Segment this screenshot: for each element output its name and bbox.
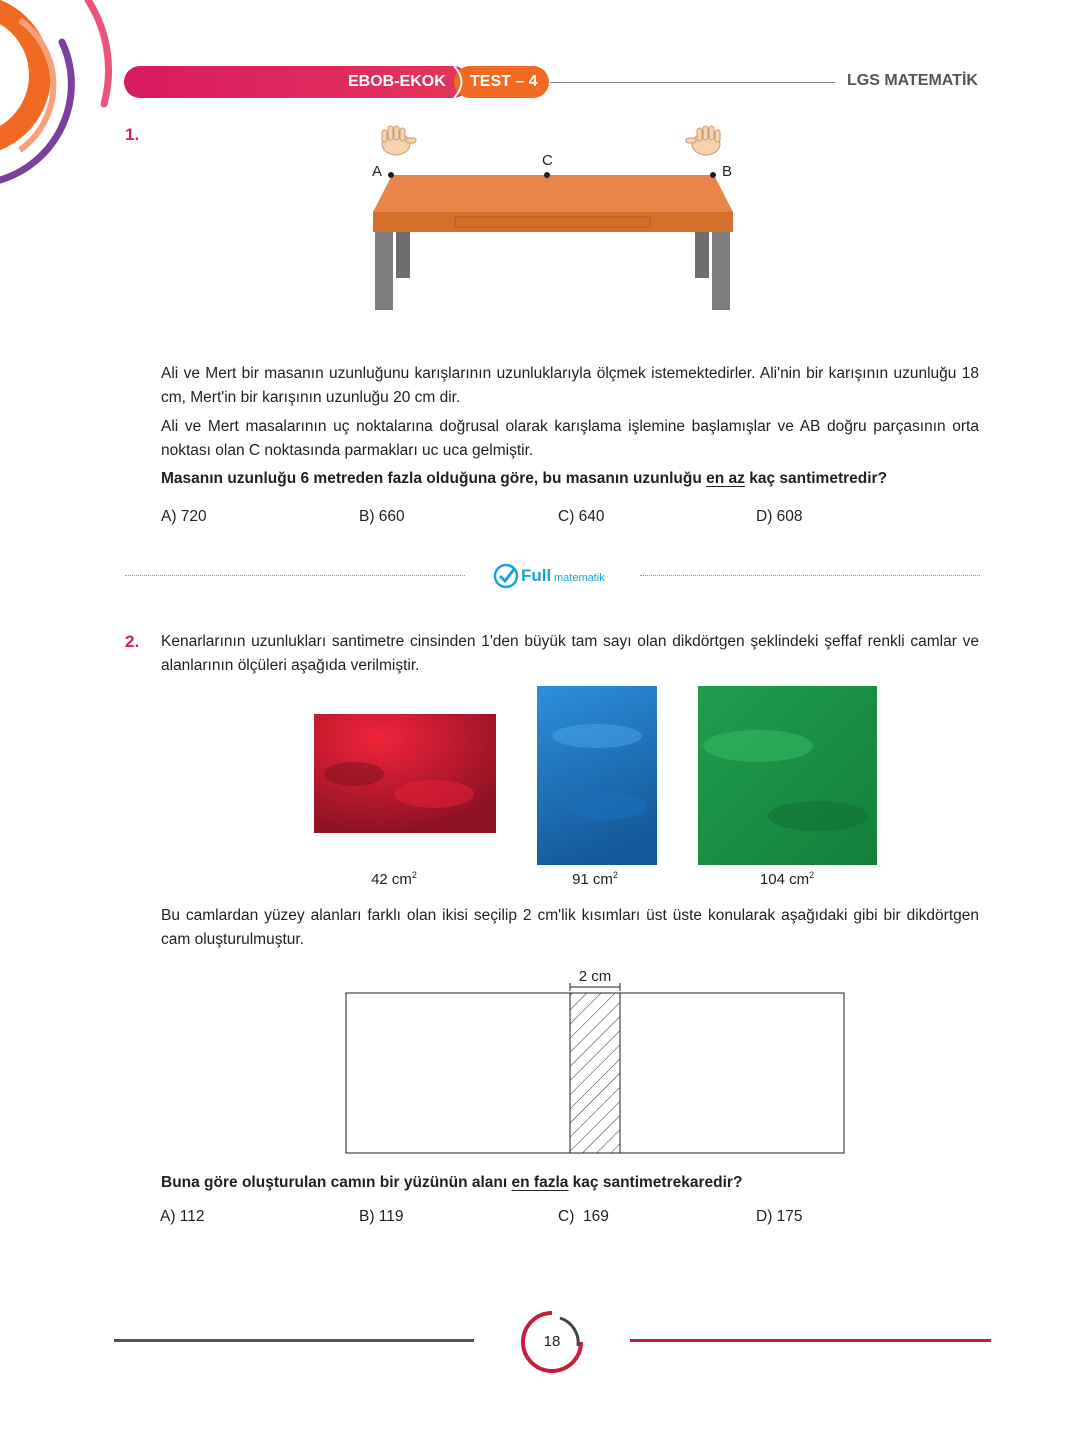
glass-blue <box>537 686 657 865</box>
point-b-label: B <box>722 163 733 180</box>
footer-line-right <box>630 1339 991 1342</box>
q2-option-a[interactable]: A) 112 <box>160 1208 205 1225</box>
q1-paragraph-2: Ali ve Mert masalarının uç noktalarına doğrusal olarak karışlama işlemine başlamışlar ve AB doğru parçasının orta noktası olan C noktasında parmakları uc uca gelmiştir. <box>161 418 979 459</box>
divider-left <box>125 575 465 576</box>
right-hand-icon <box>686 126 720 155</box>
corner-decoration <box>0 0 120 200</box>
glass-green-area: 104 $cm^2$ <box>759 870 815 888</box>
q1-option-b[interactable]: B) 660 <box>359 508 405 525</box>
header-line <box>550 82 835 83</box>
glass-red-area: 42 $cm^2$ <box>371 870 417 888</box>
q1-number: 1. <box>125 125 140 144</box>
q1-option-a[interactable]: A) 720 <box>161 508 207 525</box>
check-logo-icon <box>493 563 519 589</box>
point-a-label: A <box>372 163 383 180</box>
q1-question: Masanın uzunluğu 6 metreden fazla olduğuna göre, bu masanın uzunluğu en az kaç santimetredir? <box>161 470 888 487</box>
footer-line-left <box>114 1339 474 1342</box>
q2-option-d[interactable]: D) 175 <box>756 1208 803 1225</box>
glass-red <box>314 714 496 833</box>
logo-light: matematik <box>554 572 605 584</box>
header-topic: EBOB-EKOK <box>348 73 446 90</box>
page-number: 18 <box>543 1333 561 1350</box>
glass-green <box>698 686 877 865</box>
q1-option-d[interactable]: D) 608 <box>756 508 803 525</box>
q2-paragraph-2: Bu camlardan yüzey alanları farklı olan ikisi seçilip 2 cm'lik kısımları üst üste konularak aşağıdaki gibi bir dikdörtgen cam oluşturulmuştur. <box>161 907 979 948</box>
divider-right <box>640 575 980 576</box>
q1-option-c[interactable]: C) 640 <box>558 508 605 525</box>
header-test: TEST – 4 <box>470 73 538 90</box>
q2-question: Buna göre oluşturulan camın bir yüzünün alanı en fazla kaç santimetrekaredir? <box>161 1174 743 1191</box>
header-brand: LGS MATEMATİK <box>847 72 978 89</box>
q1-paragraph-1: Ali ve Mert bir masanın uzunluğunu karışlarının uzunluklarıyla ölçmek istemektedirler. Ali'nin bir karışının uzunluğu 18 cm, Mert'in bir karışının uzunluğu 20 cm dir. <box>161 365 979 406</box>
q2-option-c[interactable]: C) 169 <box>558 1208 609 1225</box>
glass-blue-area: 91 $cm^2$ <box>572 870 618 888</box>
q2-option-b[interactable]: B) 119 <box>359 1208 404 1225</box>
point-c-label: C <box>542 152 553 169</box>
logo-bold: Full <box>521 566 552 585</box>
q2-paragraph-1: Kenarlarının uzunlukları santimetre cinsinden 1'den büyük tam sayı olan dikdörtgen şeklindeki şeffaf renkli camlar ve alanlarının ölçüleri aşağıda verilmiştir. <box>161 633 979 674</box>
overlap-label: 2 cm <box>578 968 612 985</box>
q2-number: 2. <box>125 632 140 651</box>
table-figure <box>360 120 750 320</box>
combined-glass-figure <box>345 980 847 1156</box>
left-hand-icon <box>382 126 416 155</box>
